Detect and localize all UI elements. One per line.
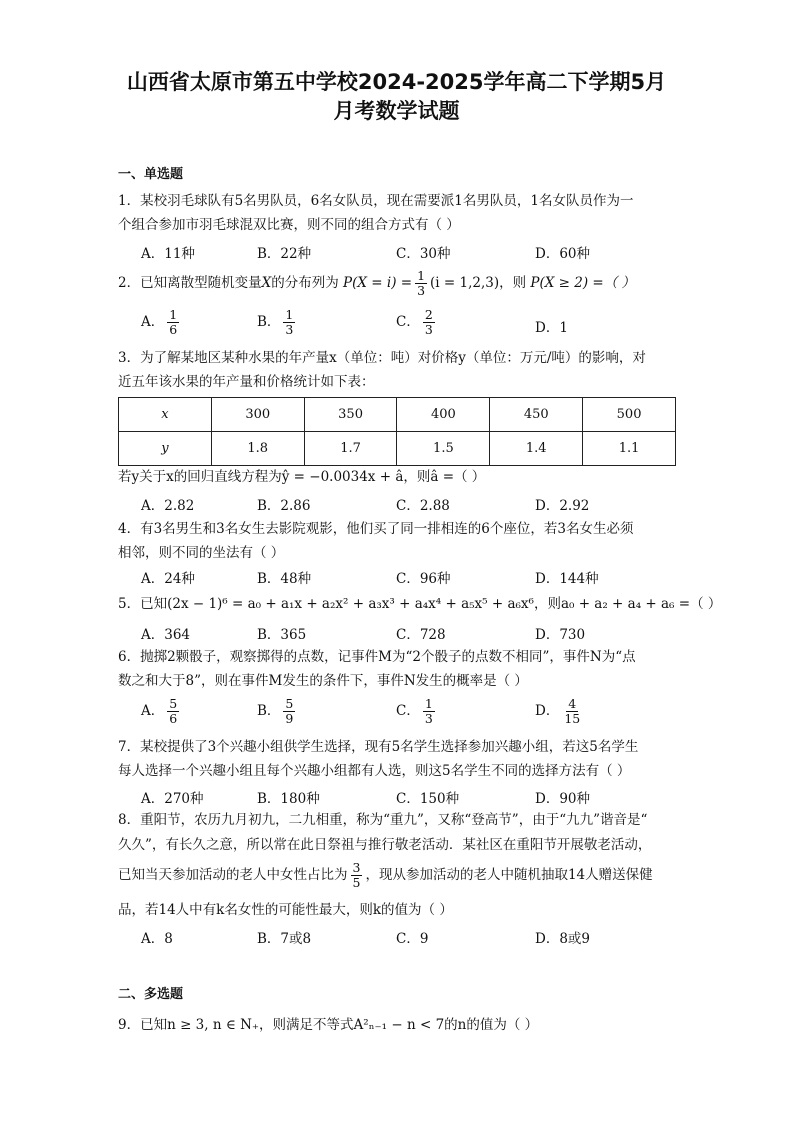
q7-options [141, 787, 701, 807]
q3-data-table [118, 397, 676, 466]
q2-option-d[interactable]: D．1 [535, 320, 568, 336]
table-cell: 400 [397, 398, 490, 432]
q3-option-d[interactable]: D．2.92 [535, 498, 590, 514]
q6-option-b[interactable]: B． $\frac{5}{9}$ [257, 696, 294, 726]
table-cell: 1.8 [211, 432, 304, 466]
table-cell: 1.5 [397, 432, 490, 466]
q8-line4: 品，若14人中有k名女性的可能性最大，则k的值为（ ） [118, 902, 453, 918]
q7-option-a[interactable]: A．270种 [141, 791, 204, 807]
q8-option-a[interactable]: A．8 [141, 931, 173, 947]
q1-options [141, 242, 701, 262]
q4-options [141, 567, 701, 587]
q4-option-c[interactable]: C．96种 [396, 571, 451, 587]
exam-title-line2: 月考数学试题 [333, 99, 460, 123]
table-cell: 1.7 [304, 432, 397, 466]
q4-line1: 4．有3名男生和3名女生去影院观影，他们买了同一排相连的6个座位，若3名女生必须 [118, 521, 634, 537]
table-cell: x [119, 398, 212, 432]
q4-option-b[interactable]: B．48种 [257, 571, 312, 587]
q6-line1: 6．抛掷2颗骰子，观察掷得的点数，记事件M为“2个骰子的点数不相同”，事件N为“点 [118, 649, 636, 665]
q4-line2: 相邻，则不同的坐法有（ ） [118, 545, 285, 561]
q2-option-b[interactable]: B． $\frac{1}{3}$ [257, 307, 294, 337]
q6-options [141, 697, 701, 731]
q5-option-a[interactable]: A．364 [141, 627, 191, 643]
q5-option-b[interactable]: B．365 [257, 627, 307, 643]
q8-line1: 8．重阳节，农历九月初九，二九相重，称为“重九”，又称“登高节”，由于“九九”谐音是“ [118, 812, 648, 828]
q6-option-a[interactable]: A． $\frac{5}{6}$ [141, 696, 178, 726]
q8-options [141, 927, 701, 947]
section-single-choice: 一、单选题 [118, 167, 184, 182]
exam-title-line1: 山西省太原市第五中学校2024-2025学年高二下学期5月 [126, 70, 667, 94]
table-cell: y [119, 432, 212, 466]
q1-line1: 1．某校羽毛球队有5名男队员，6名女队员，现在需要派1名男队员，1名女队员作为一 [118, 193, 634, 209]
q2-options [141, 308, 701, 342]
q1-line2: 个组合参加市羽毛球混双比赛，则不同的组合方式有（ ） [118, 217, 460, 233]
q3-line1: 3．为了解某地区某种水果的年产量x（单位：吨）对价格y（单位：万元/吨）的影响，对 [118, 350, 646, 366]
q3-line3: 若y关于x的回归直线方程为ŷ = −0.0034x + â，则â =（ ） [118, 469, 486, 485]
section-multiple-choice: 二、多选题 [118, 987, 184, 1002]
q7-option-b[interactable]: B．180种 [257, 791, 320, 807]
q3-line2: 近五年该水果的年产量和价格统计如下表： [118, 374, 375, 390]
q3-options [141, 494, 701, 514]
table-cell: 450 [490, 398, 583, 432]
q5-options [141, 623, 701, 643]
q5-option-d[interactable]: D．730 [535, 627, 586, 643]
q1-option-b[interactable]: B．22种 [257, 246, 312, 262]
q5-option-c[interactable]: C．728 [396, 627, 446, 643]
table-cell: 1.4 [490, 432, 583, 466]
q6-option-d[interactable]: D． $\frac{4}{15}$ [535, 696, 581, 726]
table-row [119, 398, 676, 432]
q9-stem: 9．已知n ≥ 3, n ∈ N₊，则满足不等式A²ₙ₋₁ − n < 7的n的值为（ ） [118, 1017, 539, 1033]
q3-option-c[interactable]: C．2.88 [396, 498, 450, 514]
q7-option-d[interactable]: D．90种 [535, 791, 591, 807]
q8-line2: 久久”，有长久之意，所以常在此日祭祖与推行敬老活动．某社区在重阳节开展敬老活动， [118, 837, 652, 853]
q8-line3: 已知当天参加活动的老人中女性占比为 $\frac{3}{5}$ ，现从参加活动的老人中随机抽取14人赠送保健 [118, 860, 653, 890]
q7-line1: 7．某校提供了3个兴趣小组供学生选择，现有5名学生选择参加兴趣小组，若这5名学生 [118, 739, 639, 755]
q2-option-c[interactable]: C． $\frac{2}{3}$ [396, 307, 433, 337]
q7-option-c[interactable]: C．150种 [396, 791, 460, 807]
q6-line2: 数之和大于8”，则在事件M发生的条件下，事件N发生的概率是（ ） [118, 673, 528, 689]
q4-option-d[interactable]: D．144种 [535, 571, 599, 587]
q8-option-d[interactable]: D．8或9 [535, 931, 591, 947]
q4-option-a[interactable]: A．24种 [141, 571, 195, 587]
q3-option-a[interactable]: A．2.82 [141, 498, 195, 514]
q1-option-d[interactable]: D．60种 [535, 246, 591, 262]
table-cell: 350 [304, 398, 397, 432]
table-cell: 300 [211, 398, 304, 432]
q5-stem: 5．已知(2x − 1)⁶ = a₀ + a₁x + a₂x² + a₃x³ + a₄x⁴ + a₅x⁵ + a₆x⁶，则a₀ + a₂ + a₄ + a₆ =（ ） [118, 596, 722, 612]
q3-option-b[interactable]: B．2.86 [257, 498, 311, 514]
q6-option-c[interactable]: C． $\frac{1}{3}$ [396, 696, 433, 726]
q1-option-a[interactable]: A．11种 [141, 246, 195, 262]
table-cell: 500 [583, 398, 676, 432]
q2-option-a[interactable]: A． $\frac{1}{6}$ [141, 307, 178, 337]
table-cell: 1.1 [583, 432, 676, 466]
q8-option-b[interactable]: B．7或8 [257, 931, 312, 947]
q8-option-c[interactable]: C．9 [396, 931, 429, 947]
table-row [119, 432, 676, 466]
q1-option-c[interactable]: C．30种 [396, 246, 451, 262]
q7-line2: 每人选择一个兴趣小组且每个兴趣小组都有人选，则这5名学生不同的选择方法有（ ） [118, 763, 631, 779]
q2-stem: 2．已知离散型随机变量X的分布列为 P(X = i) = $\frac{1}{3}$ (i = 1,2,3)，则 P(X ≥ 2) =（ ） [118, 268, 636, 298]
